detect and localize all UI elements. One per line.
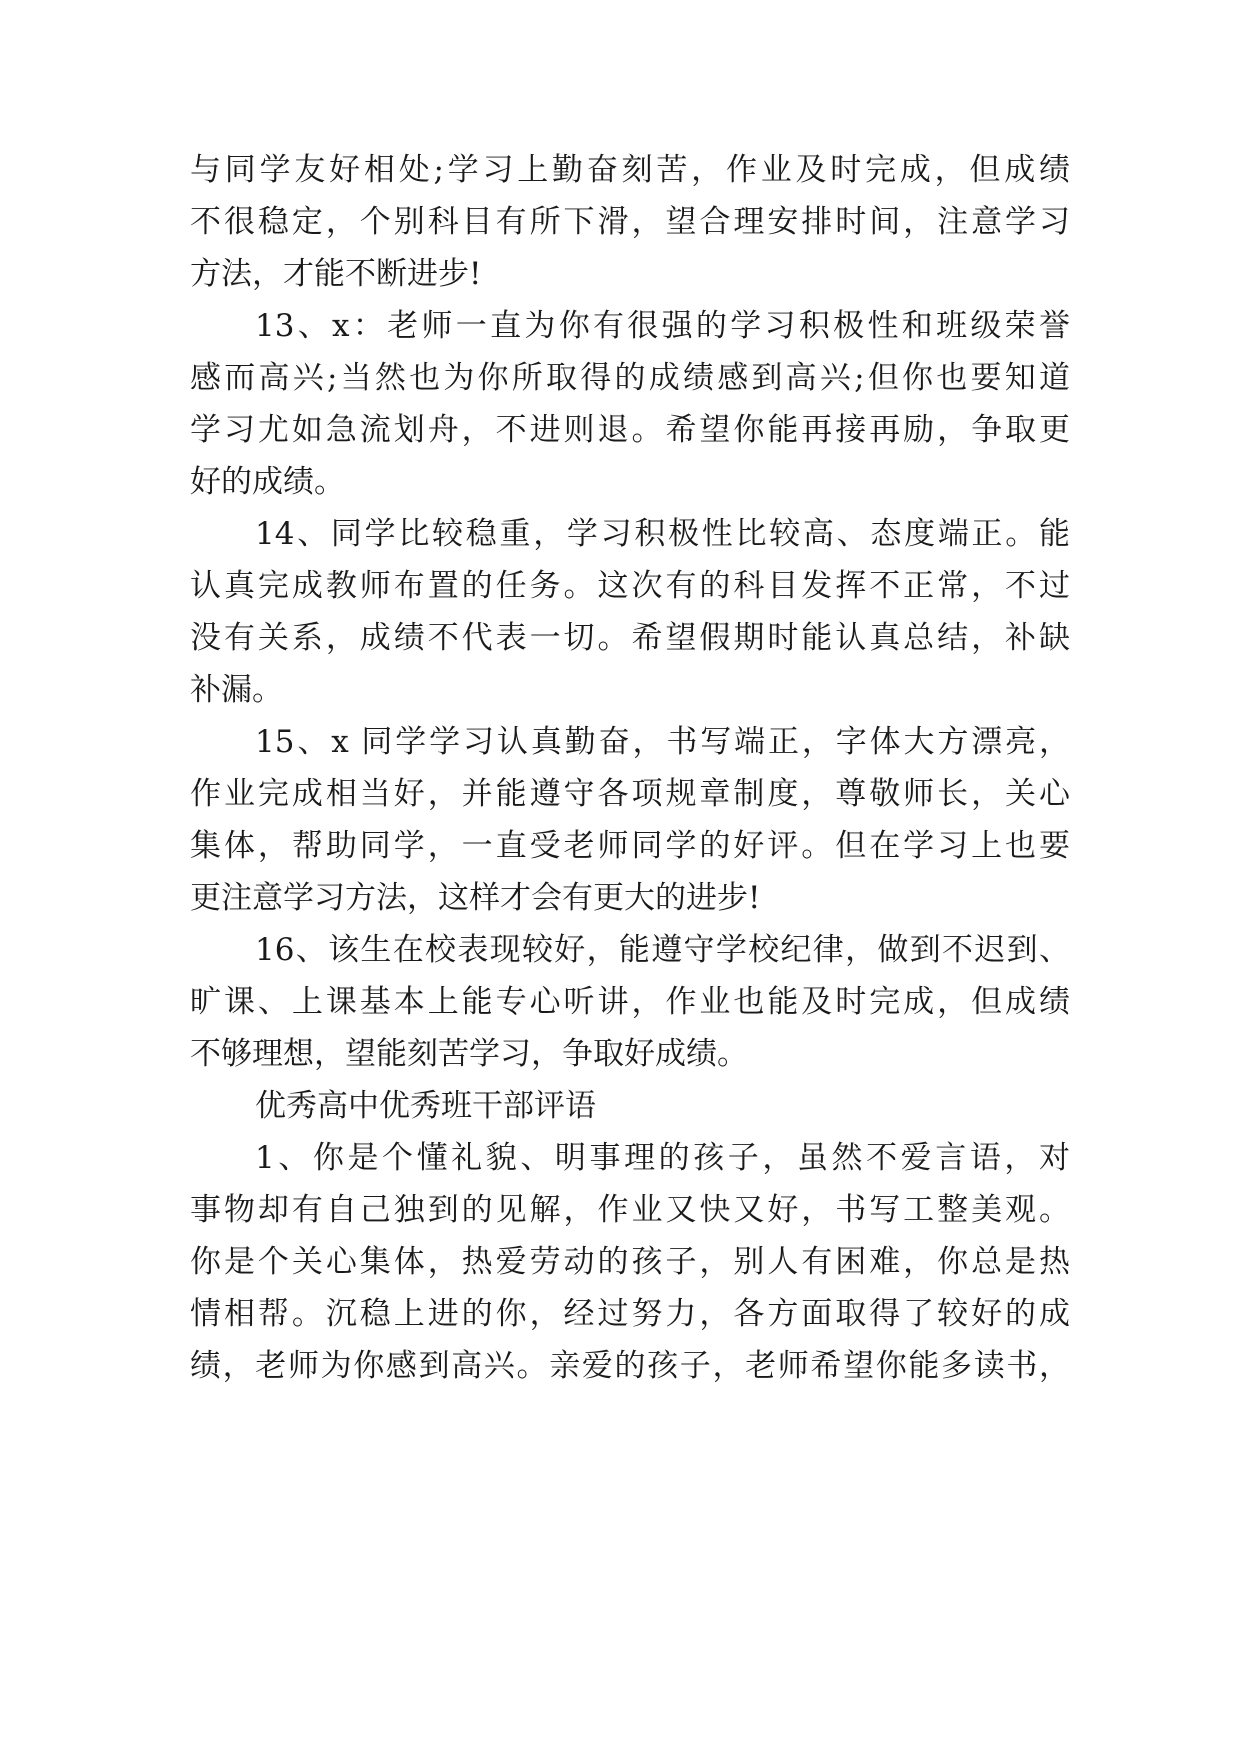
text-line: 认真完成教师布置的任务。这次有的科目发挥不正常，不过 bbox=[190, 568, 1070, 604]
paragraph-start-13: 13、x：老师一直为你有很强的学习积极性和班级荣誉 bbox=[255, 308, 1070, 344]
text-line: 集体，帮助同学，一直受老师同学的好评。但在学习上也要 bbox=[190, 828, 1070, 864]
paragraph-start-14: 14、同学比较稳重，学习积极性比较高、态度端正。能 bbox=[255, 516, 1070, 552]
text-line: 方法，才能不断进步! bbox=[190, 256, 482, 292]
paragraph-start-16: 16、该生在校表现较好，能遵守学校纪律，做到不迟到、 bbox=[255, 932, 1070, 968]
text-line: 学习尤如急流划舟，不进则退。希望你能再接再励，争取更 bbox=[190, 412, 1070, 448]
text-line: 旷课、上课基本上能专心听讲，作业也能及时完成，但成绩 bbox=[190, 984, 1070, 1020]
text-line: 与同学友好相处;学习上勤奋刻苦，作业及时完成，但成绩 bbox=[190, 152, 1070, 188]
text-line: 感而高兴;当然也为你所取得的成绩感到高兴;但你也要知道 bbox=[190, 360, 1070, 396]
paragraph-start-1: 1、你是个懂礼貌、明事理的孩子，虽然不爱言语，对 bbox=[255, 1140, 1070, 1176]
text-line: 不很稳定，个别科目有所下滑，望合理安排时间，注意学习 bbox=[190, 204, 1070, 240]
paragraph-start-15: 15、x 同学学习认真勤奋，书写端正，字体大方漂亮， bbox=[255, 724, 1070, 760]
text-line: 事物却有自己独到的见解，作业又快又好，书写工整美观。 bbox=[190, 1192, 1070, 1228]
text-line: 作业完成相当好，并能遵守各项规章制度，尊敬师长，关心 bbox=[190, 776, 1070, 812]
text-line: 补漏。 bbox=[190, 672, 283, 708]
section-heading: 优秀高中优秀班干部评语 bbox=[255, 1088, 596, 1124]
text-line: 绩，老师为你感到高兴。亲爱的孩子，老师希望你能多读书， bbox=[190, 1348, 1070, 1384]
text-line: 情相帮。沉稳上进的你，经过努力，各方面取得了较好的成 bbox=[190, 1296, 1070, 1332]
text-line: 不够理想，望能刻苦学习，争取好成绩。 bbox=[190, 1036, 748, 1072]
text-line: 更注意学习方法，这样才会有更大的进步! bbox=[190, 880, 761, 916]
text-line: 没有关系，成绩不代表一切。希望假期时能认真总结，补缺 bbox=[190, 620, 1070, 656]
text-line: 好的成绩。 bbox=[190, 464, 345, 500]
text-line: 你是个关心集体，热爱劳动的孩子，别人有困难，你总是热 bbox=[190, 1244, 1070, 1280]
